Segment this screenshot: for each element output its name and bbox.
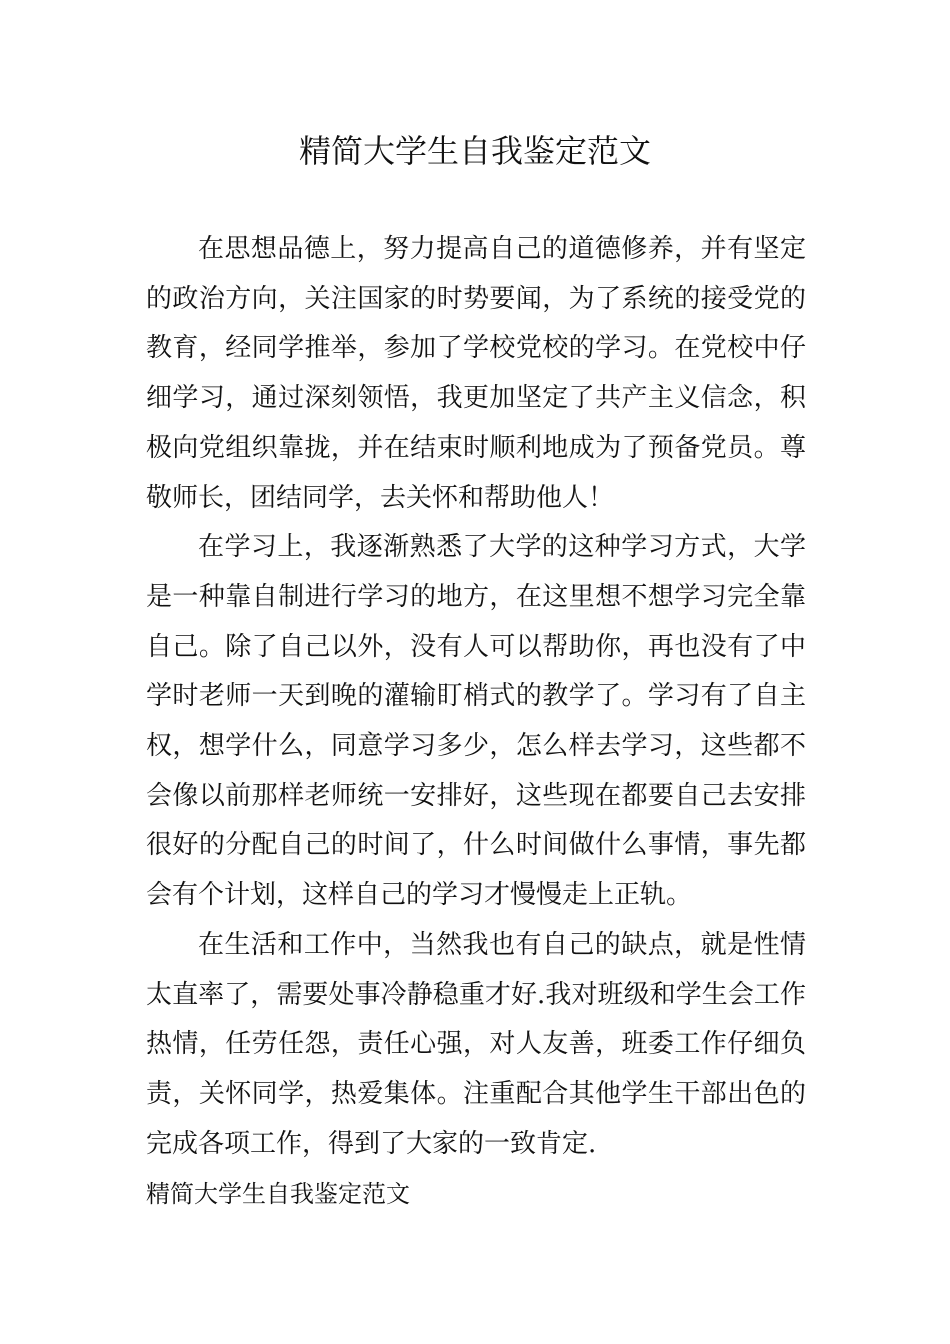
paragraph-life-work: 在生活和工作中，当然我也有自己的缺点，就是性情太直率了，需要处事冷静稳重才好.我对班级和学生会工作热情，任劳任怨，责任心强，对人友善，班委工作仔细负责，关怀同学，热爱集体。注重配合其他学生干部出色的完成各项工作，得到了大家的一致肯定. — [146, 929, 806, 1159]
document-title: 精简大学生自我鉴定范文 — [298, 132, 651, 170]
document-body — [146, 225, 806, 1169]
paragraph-study: 在学习上，我逐渐熟悉了大学的这种学习方式，大学是一种靠自制进行学习的地方，在这里想不想学习完全靠自己。除了自己以外，没有人可以帮助你，再也没有了中学时老师一天到晚的灌输盯梢式的教学了。学习有了自主权，想学什么，同意学习多少，怎么样去学习，这些都不会像以前那样老师统一安排好，这些现在都要自己去安排很好的分配自己的时间了，什么时间做什么事情，事先都会有个计划，这样自己的学习才慢慢走上正轨。 — [146, 532, 806, 911]
footer-title: 精简大学生自我鉴定范文 — [146, 1180, 410, 1208]
paragraph-moral: 在思想品德上，努力提高自己的道德修养，并有坚定的政治方向，关注国家的时势要闻，为了系统的接受党的教育，经同学推举，参加了学校党校的学习。在党校中仔细学习，通过深刻领悟，我更加坚定了共产主义信念，积极向党组织靠拢，并在结束时顺利地成为了预备党员。尊敬师长，团结同学，去关怀和帮助他人！ — [146, 234, 806, 513]
